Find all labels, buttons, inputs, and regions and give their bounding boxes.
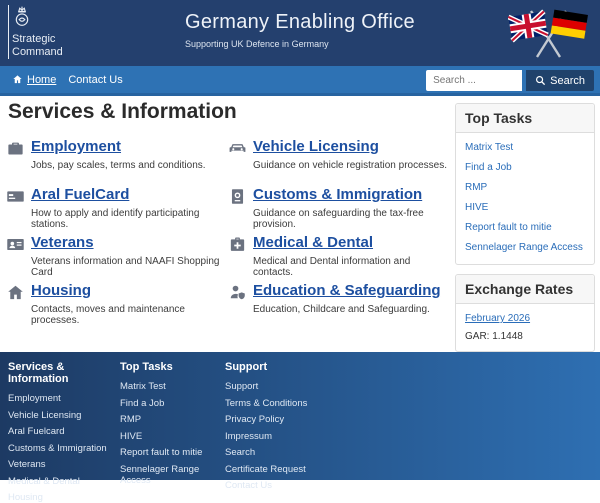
- service-link[interactable]: Medical & Dental: [253, 234, 374, 251]
- top-task-link[interactable]: HIVE: [465, 202, 489, 213]
- top-task-link[interactable]: Find a Job: [465, 162, 512, 173]
- nav-contact-link[interactable]: [68, 74, 122, 86]
- service-link[interactable]: Employment: [31, 138, 122, 155]
- briefcase-icon: [6, 139, 26, 159]
- exchange-rate-value: GAR: 1.1448: [465, 331, 523, 342]
- uk-germany-flags-icon: [508, 6, 590, 62]
- footer-link[interactable]: Matrix Test: [120, 381, 166, 392]
- site-title: Germany Enabling Office: [185, 11, 415, 33]
- footer-link[interactable]: Report fault to mitie: [120, 447, 203, 458]
- fuel-card-icon: [6, 187, 26, 207]
- site-header: [0, 0, 600, 66]
- footer-column-title: Support: [225, 361, 268, 373]
- footer-link[interactable]: Terms & Conditions: [225, 397, 308, 409]
- service-item: [6, 282, 228, 330]
- site-footer: [0, 352, 600, 503]
- site-subtitle: Supporting UK Defence in Germany: [185, 39, 329, 49]
- home-icon: [12, 74, 23, 85]
- footer-link[interactable]: Sennelager Range Access: [120, 463, 200, 486]
- nav-home-label: Home: [27, 73, 57, 86]
- medical-bag-icon: [228, 235, 248, 255]
- top-tasks-list: [456, 133, 594, 264]
- footer-link[interactable]: Aral Fuelcard: [8, 426, 65, 437]
- footer-link[interactable]: Contact Us: [225, 480, 272, 491]
- main-nav: [0, 66, 600, 96]
- top-task-link[interactable]: Sennelager Range Access: [465, 242, 583, 253]
- service-description: Jobs, pay scales, terms and conditions.: [31, 160, 206, 171]
- top-tasks-panel: [455, 103, 595, 265]
- footer-column: [225, 361, 308, 491]
- footer-column-title: Services & Information: [8, 361, 69, 385]
- exchange-month-link[interactable]: February 2026: [465, 313, 531, 324]
- service-link[interactable]: Veterans: [31, 234, 94, 251]
- service-link[interactable]: Customs & Immigration: [253, 186, 423, 203]
- house-icon: [6, 283, 26, 303]
- service-description: Guidance on safeguarding the tax-free provision.: [253, 208, 424, 230]
- footer-link[interactable]: Housing: [8, 492, 43, 503]
- top-task-link[interactable]: Report fault to mitie: [465, 222, 552, 233]
- id-card-icon: [6, 235, 26, 255]
- service-link[interactable]: Vehicle Licensing: [253, 138, 379, 155]
- footer-link[interactable]: Medical & Dental: [8, 475, 80, 487]
- top-task-link[interactable]: Matrix Test: [465, 142, 514, 153]
- service-link[interactable]: Housing: [31, 282, 91, 299]
- services-grid: [6, 138, 453, 330]
- service-description: Contacts, moves and maintenance processes.: [31, 304, 185, 326]
- person-shield-icon: [228, 283, 248, 303]
- footer-link[interactable]: HIVE: [120, 430, 143, 442]
- footer-link[interactable]: Search: [225, 447, 256, 458]
- sidebar: [455, 103, 595, 361]
- service-item: [228, 234, 453, 282]
- service-item: [6, 138, 228, 186]
- service-item: [228, 186, 453, 234]
- strategic-command-logo: [8, 5, 82, 59]
- footer-link[interactable]: Privacy Policy: [225, 414, 285, 425]
- search-icon: [535, 75, 546, 86]
- exchange-rates-panel: [455, 274, 595, 352]
- search-button[interactable]: [526, 70, 594, 91]
- org-name: Strategic Command: [12, 33, 63, 58]
- service-item: [228, 282, 453, 330]
- footer-link[interactable]: RMP: [120, 414, 142, 425]
- search-input[interactable]: [426, 70, 522, 91]
- service-item: [6, 234, 228, 282]
- footer-link[interactable]: Veterans: [8, 459, 46, 470]
- service-link[interactable]: Aral FuelCard: [31, 186, 130, 203]
- service-item: [6, 186, 228, 234]
- footer-link[interactable]: Support: [225, 381, 259, 392]
- footer-column: [120, 361, 225, 486]
- crest-icon: [12, 5, 32, 31]
- service-description: How to apply and identify participating stations.: [31, 208, 200, 230]
- footer-link[interactable]: Employment: [8, 393, 61, 404]
- exchange-rates-title: Exchange Rates: [456, 275, 594, 304]
- nav-contact-label: Contact Us: [68, 73, 123, 86]
- service-link[interactable]: Education & Safeguarding: [253, 282, 441, 299]
- top-tasks-title: Top Tasks: [456, 104, 594, 133]
- page-title: Services & Information: [8, 100, 237, 123]
- top-task-link[interactable]: RMP: [465, 182, 488, 193]
- service-description: Guidance on vehicle registration processes.: [253, 160, 447, 171]
- footer-link[interactable]: Certificate Request: [225, 463, 306, 475]
- footer-link[interactable]: Impressum: [225, 430, 272, 442]
- passport-icon: [228, 187, 248, 207]
- footer-link[interactable]: Find a Job: [120, 397, 165, 409]
- service-description: Veterans information and NAAFI Shopping Card: [31, 256, 220, 278]
- car-icon: [228, 139, 248, 159]
- service-description: Medical and Dental information and contacts.: [253, 256, 411, 278]
- footer-link[interactable]: Vehicle Licensing: [8, 409, 82, 421]
- footer-link[interactable]: Customs & Immigration: [8, 442, 107, 454]
- search-button-label: Search: [550, 74, 585, 87]
- service-item: [228, 138, 453, 186]
- site-title-block: [185, 11, 415, 49]
- search-group: [426, 70, 594, 91]
- footer-column-title: Top Tasks: [120, 361, 173, 373]
- nav-home-link[interactable]: [12, 74, 56, 86]
- footer-column: [8, 361, 120, 503]
- service-description: Education, Childcare and Safeguarding.: [253, 304, 430, 315]
